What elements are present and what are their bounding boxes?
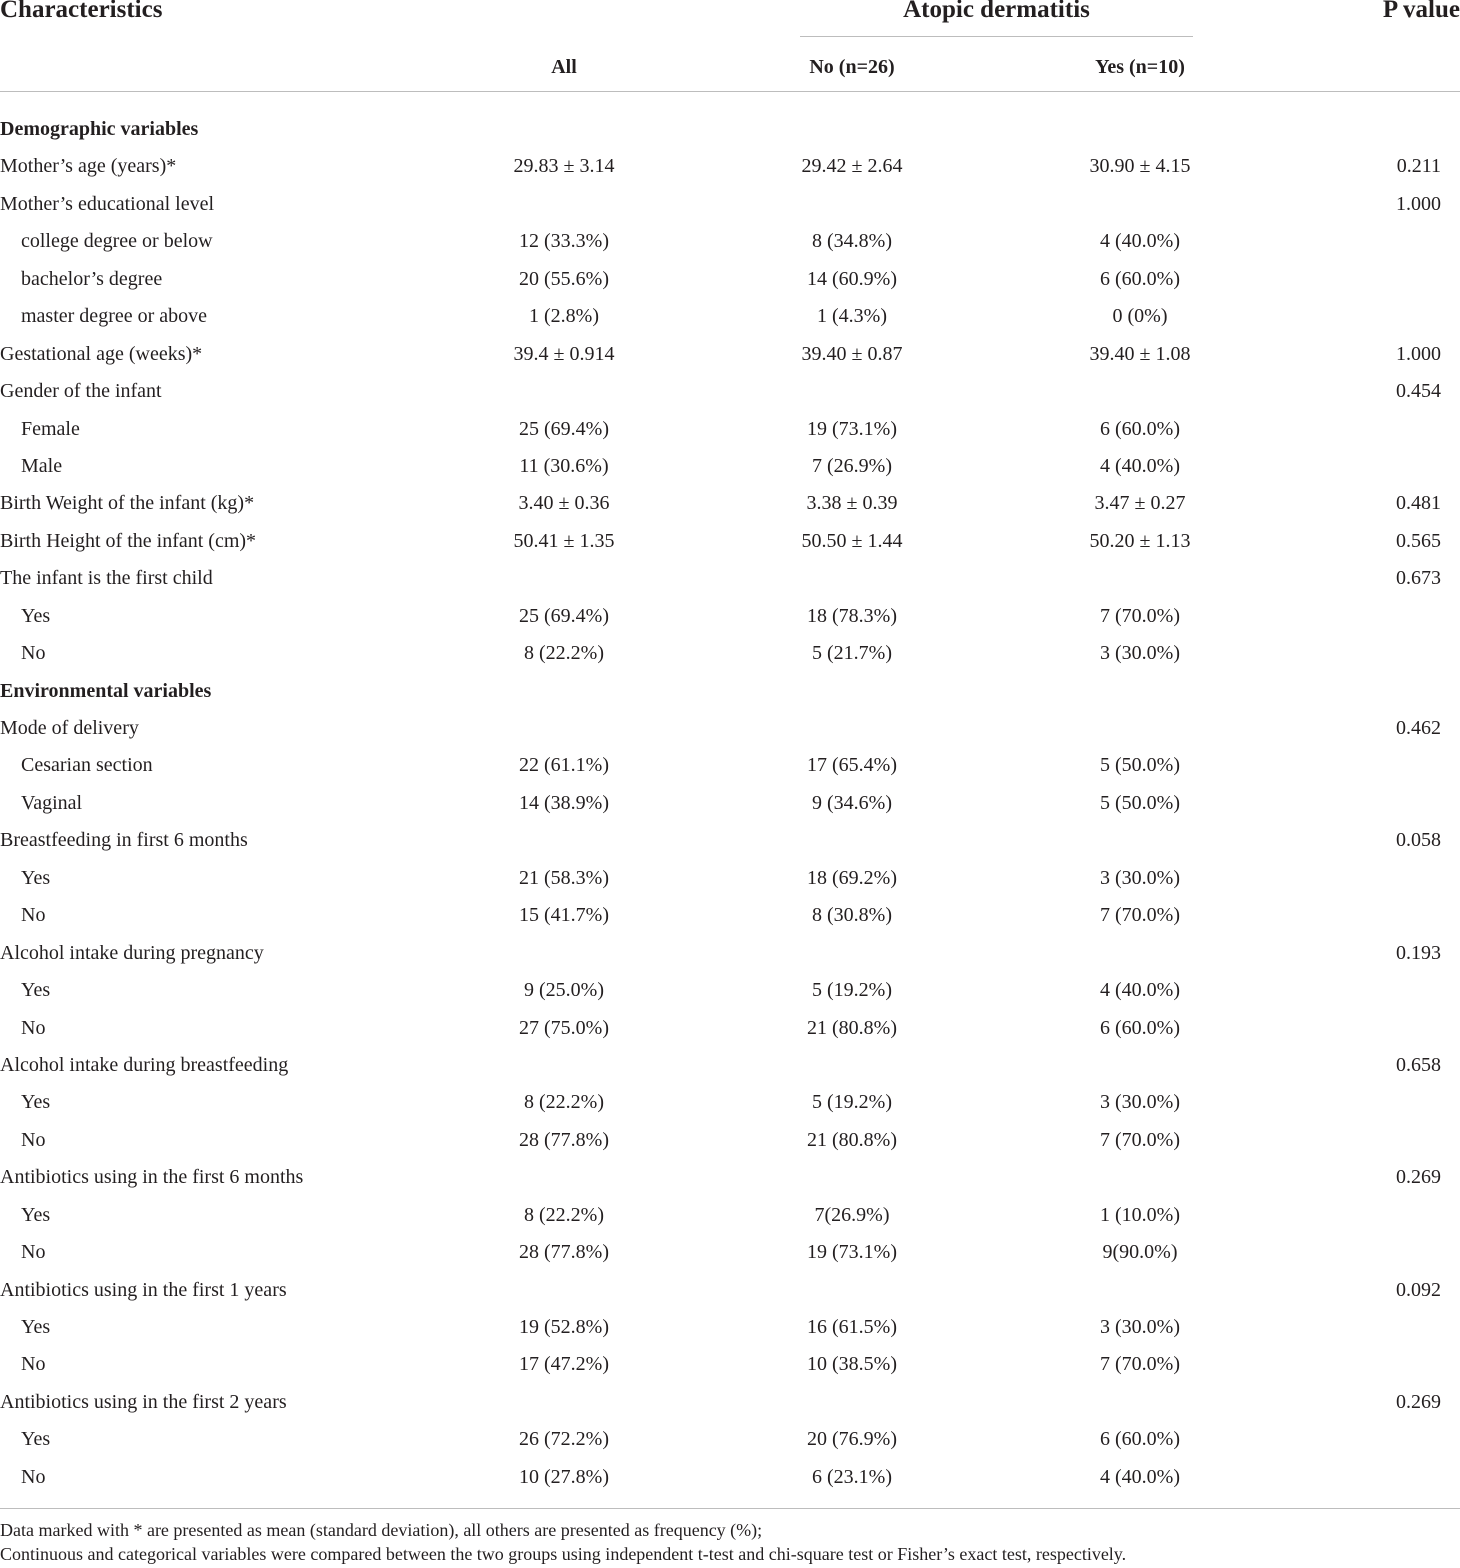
cell-p-value: 0.058	[1396, 829, 1441, 852]
cell-no: 19 (73.1%)	[807, 417, 897, 440]
table-row	[0, 411, 1460, 448]
table-row	[0, 897, 1460, 934]
row-label: Alcohol intake during breastfeeding	[0, 1053, 289, 1076]
cell-all: 22 (61.1%)	[519, 754, 609, 777]
row-label: Antibiotics using in the first 6 months	[0, 1166, 304, 1189]
cell-yes: 5 (50.0%)	[1100, 791, 1180, 814]
cell-yes: 6 (60.0%)	[1100, 417, 1180, 440]
row-label: college degree or below	[21, 230, 213, 253]
row-label: Mother’s educational level	[0, 192, 215, 215]
cell-no: 16 (61.5%)	[807, 1316, 897, 1338]
table-row	[0, 972, 1460, 1009]
row-label: No	[21, 642, 46, 665]
cell-all: 29.83 ± 3.14	[513, 155, 615, 178]
table-row	[0, 1272, 1460, 1309]
table-row	[0, 598, 1460, 635]
header-p-value: P value	[1382, 0, 1460, 23]
table-row	[0, 148, 1460, 185]
row-label: No	[21, 1465, 46, 1488]
table-row	[0, 1010, 1460, 1047]
row-label: Yes	[21, 604, 51, 627]
row-label: No	[21, 1353, 46, 1376]
row-label: Yes	[21, 1203, 51, 1226]
cell-yes: 6 (60.0%)	[1100, 1016, 1180, 1039]
table-row	[0, 1309, 1460, 1346]
cell-no: 21 (80.8%)	[807, 1016, 897, 1039]
row-label: No	[21, 1016, 46, 1039]
cell-yes: 4 (40.0%)	[1100, 230, 1180, 253]
cell-yes: 0 (0%)	[1112, 305, 1168, 328]
table-row	[0, 1346, 1460, 1383]
cell-yes: 7 (70.0%)	[1100, 904, 1180, 927]
cell-p-value: 0.658	[1396, 1053, 1441, 1076]
cell-all: 17 (47.2%)	[519, 1353, 609, 1376]
cell-no: 18 (69.2%)	[807, 866, 897, 889]
row-label: Breastfeeding in first 6 months	[0, 829, 248, 852]
row-label: Gender of the infant	[0, 380, 162, 403]
row-label: Yes	[21, 866, 51, 889]
table-row	[0, 448, 1460, 485]
table-row	[0, 635, 1460, 672]
row-label: Yes	[21, 1091, 51, 1114]
cell-p-value: 0.673	[1396, 567, 1441, 590]
cell-yes: 39.40 ± 1.08	[1089, 342, 1191, 365]
cell-no: 39.40 ± 0.87	[801, 342, 903, 365]
cell-all: 19 (52.8%)	[519, 1316, 609, 1338]
table-row	[0, 747, 1460, 784]
cell-yes: 9(90.0%)	[1102, 1241, 1178, 1264]
footnote-2: Continuous and categorical variables were compared between the two groups using independent t-test and chi-square test or Fisher’s exact test, respectively.	[0, 1544, 1127, 1564]
cell-yes: 3 (30.0%)	[1100, 866, 1180, 889]
section-header-row	[0, 673, 1460, 710]
footnote-1: Data marked with * are presented as mean (standard deviation), all others are presented as frequency (%);	[0, 1520, 763, 1540]
cell-all: 1 (2.8%)	[529, 305, 599, 328]
cell-yes: 3.47 ± 0.27	[1094, 492, 1186, 515]
header-group-underline	[800, 36, 1193, 37]
table-row	[0, 560, 1460, 597]
row-label: Alcohol intake during pregnancy	[0, 941, 264, 964]
row-label: Antibiotics using in the first 1 years	[0, 1278, 287, 1301]
cell-p-value: 1.000	[1396, 192, 1441, 215]
row-label: Cesarian section	[21, 754, 153, 777]
cell-yes: 7 (70.0%)	[1100, 1128, 1180, 1151]
table-row	[0, 336, 1460, 373]
cell-all: 8 (22.2%)	[524, 1091, 604, 1114]
cell-all: 39.4 ± 0.914	[513, 342, 615, 365]
table-row	[0, 223, 1460, 260]
cell-no: 10 (38.5%)	[807, 1353, 897, 1376]
table-row	[0, 1159, 1460, 1196]
table-header	[0, 0, 1460, 92]
cell-yes: 4 (40.0%)	[1100, 1465, 1180, 1488]
cell-p-value: 0.211	[1396, 155, 1441, 178]
cell-yes: 5 (50.0%)	[1100, 754, 1180, 777]
header-col-no: No (n=26)	[809, 56, 895, 78]
cell-no: 5 (19.2%)	[812, 979, 892, 1002]
cell-yes: 7 (70.0%)	[1100, 1353, 1180, 1376]
cell-p-value: 0.454	[1396, 380, 1441, 403]
cell-all: 9 (25.0%)	[524, 979, 604, 1002]
cell-p-value: 0.269	[1396, 1390, 1441, 1413]
row-label: The infant is the first child	[0, 567, 213, 590]
cell-all: 26 (72.2%)	[519, 1428, 609, 1451]
cell-all: 28 (77.8%)	[519, 1128, 609, 1151]
cell-yes: 3 (30.0%)	[1100, 642, 1180, 665]
cell-all: 12 (33.3%)	[519, 230, 609, 253]
row-label: Demographic variables	[0, 118, 199, 140]
cell-no: 50.50 ± 1.44	[801, 529, 903, 552]
cell-no: 8 (34.8%)	[812, 230, 892, 253]
cell-no: 29.42 ± 2.64	[801, 155, 903, 178]
row-label: Birth Weight of the infant (kg)*	[0, 492, 255, 515]
header-col-yes: Yes (n=10)	[1095, 56, 1185, 78]
row-label: Yes	[21, 1316, 51, 1338]
row-label: Birth Height of the infant (cm)*	[0, 529, 257, 552]
table-body	[0, 111, 1460, 1496]
cell-all: 25 (69.4%)	[519, 604, 609, 627]
cell-no: 21 (80.8%)	[807, 1128, 897, 1151]
cell-p-value: 0.462	[1396, 717, 1441, 739]
cell-all: 28 (77.8%)	[519, 1241, 609, 1264]
row-label: No	[21, 1128, 46, 1151]
row-label: master degree or above	[21, 305, 208, 328]
table-row	[0, 298, 1460, 335]
cell-all: 20 (55.6%)	[519, 267, 609, 290]
cell-yes: 3 (30.0%)	[1100, 1316, 1180, 1338]
cell-all: 10 (27.8%)	[519, 1465, 609, 1488]
table-row	[0, 1459, 1460, 1496]
row-label: Female	[21, 417, 80, 440]
row-label: Yes	[21, 1428, 51, 1451]
row-label: Yes	[21, 979, 51, 1002]
table-row	[0, 1234, 1460, 1271]
cell-no: 7(26.9%)	[814, 1203, 890, 1226]
header-atopic-dermatitis: Atopic dermatitis	[903, 0, 1090, 23]
row-label: Mother’s age (years)*	[0, 155, 177, 178]
cell-yes: 7 (70.0%)	[1100, 604, 1180, 627]
cell-all: 8 (22.2%)	[524, 1203, 604, 1226]
cell-no: 6 (23.1%)	[812, 1465, 892, 1488]
cell-yes: 3 (30.0%)	[1100, 1091, 1180, 1114]
table-row	[0, 373, 1460, 410]
table-row	[0, 485, 1460, 522]
table-row	[0, 785, 1460, 822]
table-row	[0, 1384, 1460, 1421]
row-label: Male	[21, 454, 63, 477]
cell-all: 50.41 ± 1.35	[513, 529, 615, 552]
cell-yes: 4 (40.0%)	[1100, 454, 1180, 477]
cell-all: 11 (30.6%)	[519, 454, 609, 477]
row-label: Gestational age (weeks)*	[0, 342, 203, 365]
cell-all: 8 (22.2%)	[524, 642, 604, 665]
cell-no: 5 (19.2%)	[812, 1091, 892, 1114]
cell-p-value: 0.481	[1396, 492, 1441, 515]
cell-no: 20 (76.9%)	[807, 1428, 897, 1451]
cell-p-value: 0.092	[1396, 1278, 1441, 1301]
cell-no: 8 (30.8%)	[812, 904, 892, 927]
cell-p-value: 1.000	[1396, 342, 1441, 365]
cell-no: 7 (26.9%)	[812, 454, 892, 477]
row-label: No	[21, 904, 46, 927]
cell-yes: 6 (60.0%)	[1100, 267, 1180, 290]
table-row	[0, 710, 1460, 747]
cell-no: 1 (4.3%)	[817, 305, 887, 328]
table-row	[0, 860, 1460, 897]
section-header-row	[0, 111, 1460, 148]
cell-all: 25 (69.4%)	[519, 417, 609, 440]
table-row	[0, 1421, 1460, 1458]
table-row	[0, 261, 1460, 298]
cell-all: 14 (38.9%)	[519, 791, 609, 814]
row-label: Mode of delivery	[0, 717, 139, 739]
table-row	[0, 1084, 1460, 1121]
table-row	[0, 935, 1460, 972]
row-label: Vaginal	[21, 791, 83, 814]
table-row	[0, 186, 1460, 223]
row-label: Environmental variables	[0, 679, 212, 702]
cell-no: 5 (21.7%)	[812, 642, 892, 665]
row-label: bachelor’s degree	[21, 267, 163, 290]
cell-yes: 4 (40.0%)	[1100, 979, 1180, 1002]
row-label: Antibiotics using in the first 2 years	[0, 1390, 287, 1413]
cell-no: 17 (65.4%)	[807, 754, 897, 777]
cell-no: 3.38 ± 0.39	[806, 492, 898, 515]
cell-all: 15 (41.7%)	[519, 904, 609, 927]
header-characteristics: Characteristics	[0, 0, 163, 23]
cell-all: 27 (75.0%)	[519, 1016, 609, 1039]
cell-all: 21 (58.3%)	[519, 866, 609, 889]
cell-yes: 1 (10.0%)	[1100, 1203, 1180, 1226]
cell-p-value: 0.193	[1396, 941, 1441, 964]
header-col-all: All	[551, 56, 577, 78]
cell-no: 19 (73.1%)	[807, 1241, 897, 1264]
cell-no: 18 (78.3%)	[807, 604, 897, 627]
header-rule	[0, 91, 1460, 92]
cell-no: 14 (60.9%)	[807, 267, 897, 290]
cell-p-value: 0.269	[1396, 1166, 1441, 1189]
cell-yes: 50.20 ± 1.13	[1089, 529, 1191, 552]
table-row	[0, 1122, 1460, 1159]
row-label: No	[21, 1241, 46, 1264]
table-row	[0, 523, 1460, 560]
table-row	[0, 1197, 1460, 1234]
cell-p-value: 0.565	[1396, 529, 1441, 552]
table-row	[0, 822, 1460, 859]
footer-rule	[0, 1508, 1460, 1509]
cell-yes: 6 (60.0%)	[1100, 1428, 1180, 1451]
cell-yes: 30.90 ± 4.15	[1089, 155, 1191, 178]
cell-all: 3.40 ± 0.36	[518, 492, 610, 515]
table-row	[0, 1047, 1460, 1084]
cell-no: 9 (34.6%)	[812, 791, 892, 814]
